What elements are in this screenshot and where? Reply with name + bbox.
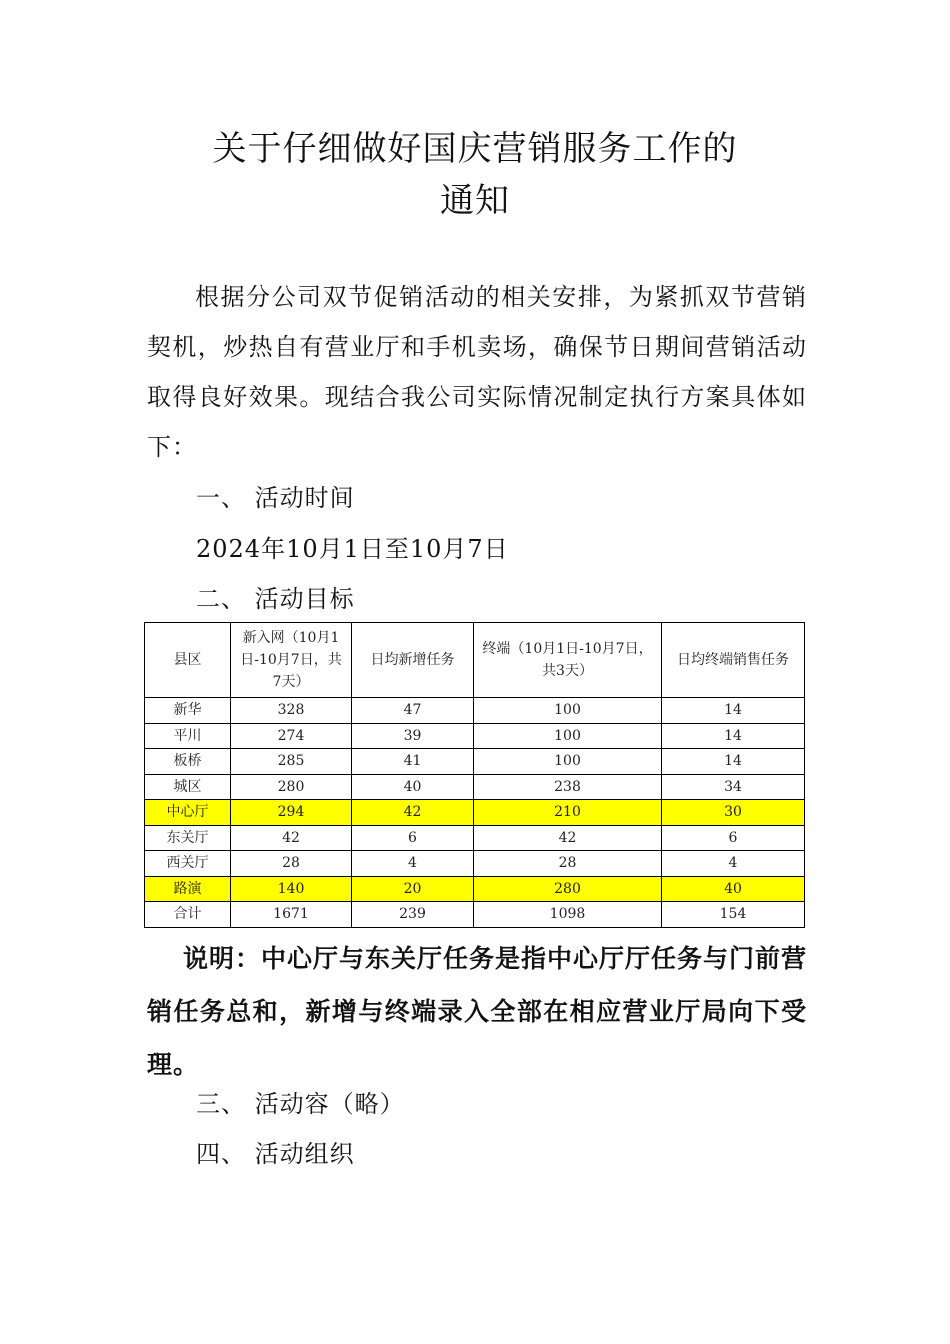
section-3-heading: 三、 活动容（略） <box>196 1090 405 1118</box>
table-cell-value: 42 <box>231 825 352 851</box>
table-cell-county: 合计 <box>145 902 231 928</box>
section-2-heading: 二、 活动目标 <box>196 585 355 613</box>
table-cell-value: 14 <box>662 698 805 724</box>
table-cell-value: 40 <box>662 876 805 902</box>
table-cell-value: 4 <box>662 851 805 877</box>
table-cell-value: 100 <box>474 749 662 775</box>
table-cell-value: 6 <box>352 825 474 851</box>
table-cell-value: 294 <box>231 800 352 826</box>
table-row <box>145 749 805 775</box>
table-cell-county: 路演 <box>145 876 231 902</box>
col-header-county: 县区 <box>145 623 231 698</box>
table-cell-value: 280 <box>474 876 662 902</box>
table-cell-value: 42 <box>474 825 662 851</box>
col-header-new-users: 新入网（10月1日-10月7日，共7天） <box>231 623 352 698</box>
table-cell-value: 6 <box>662 825 805 851</box>
section-1-heading: 一、 活动时间 <box>196 484 355 512</box>
table-cell-value: 47 <box>352 698 474 724</box>
document-title-line-2: 通知 <box>440 181 510 221</box>
table-cell-value: 154 <box>662 902 805 928</box>
table-cell-value: 328 <box>231 698 352 724</box>
table-cell-value: 238 <box>474 774 662 800</box>
table-cell-value: 274 <box>231 723 352 749</box>
col-header-terminal: 终端（10月1日-10月7日，共3天） <box>474 623 662 698</box>
table-cell-value: 140 <box>231 876 352 902</box>
table-row <box>145 902 805 928</box>
table-cell-value: 239 <box>352 902 474 928</box>
table-cell-county: 城区 <box>145 774 231 800</box>
table-cell-value: 40 <box>352 774 474 800</box>
table-row <box>145 876 805 902</box>
table-cell-county: 西关厅 <box>145 851 231 877</box>
table-row <box>145 774 805 800</box>
table-cell-value: 100 <box>474 723 662 749</box>
table-cell-value: 30 <box>662 800 805 826</box>
table-cell-value: 280 <box>231 774 352 800</box>
col-header-daily-terminal: 日均终端销售任务 <box>662 623 805 698</box>
table-cell-value: 28 <box>231 851 352 877</box>
table-cell-value: 39 <box>352 723 474 749</box>
table-row <box>145 698 805 724</box>
section-1-content: 2024年10月1日至10月7日 <box>196 535 509 563</box>
table-cell-county: 新华 <box>145 698 231 724</box>
table-cell-value: 34 <box>662 774 805 800</box>
note-paragraph: 说明：中心厅与东关厅任务是指中心厅厅任务与门前营销任务总和，新增与终端录入全部在相应营业厅局向下受理。 <box>147 944 808 1079</box>
intro-paragraph: 根据分公司双节促销活动的相关安排，为紧抓双节营销契机，炒热自有营业厅和手机卖场，确保节日期间营销活动取得良好效果。现结合我公司实际情况制定执行方案具体如下： <box>147 283 807 461</box>
table-cell-value: 42 <box>352 800 474 826</box>
table-cell-value: 14 <box>662 723 805 749</box>
table-cell-value: 100 <box>474 698 662 724</box>
table-cell-value: 14 <box>662 749 805 775</box>
table-cell-value: 285 <box>231 749 352 775</box>
col-header-daily-new: 日均新增任务 <box>352 623 474 698</box>
table-header-row <box>145 623 805 698</box>
table-row <box>145 851 805 877</box>
table-cell-county: 中心厅 <box>145 800 231 826</box>
table-cell-value: 210 <box>474 800 662 826</box>
table-cell-value: 28 <box>474 851 662 877</box>
section-4-heading: 四、 活动组织 <box>196 1140 355 1168</box>
table-cell-county: 板桥 <box>145 749 231 775</box>
table-cell-county: 东关厅 <box>145 825 231 851</box>
table-row <box>145 800 805 826</box>
table-cell-value: 4 <box>352 851 474 877</box>
document-title-line-1: 关于仔细做好国庆营销服务工作的 <box>212 129 738 169</box>
table-cell-value: 1098 <box>474 902 662 928</box>
table-cell-value: 41 <box>352 749 474 775</box>
table-cell-county: 平川 <box>145 723 231 749</box>
table-row <box>145 825 805 851</box>
table-cell-value: 20 <box>352 876 474 902</box>
table-row <box>145 723 805 749</box>
table-cell-value: 1671 <box>231 902 352 928</box>
goal-table <box>144 622 805 928</box>
